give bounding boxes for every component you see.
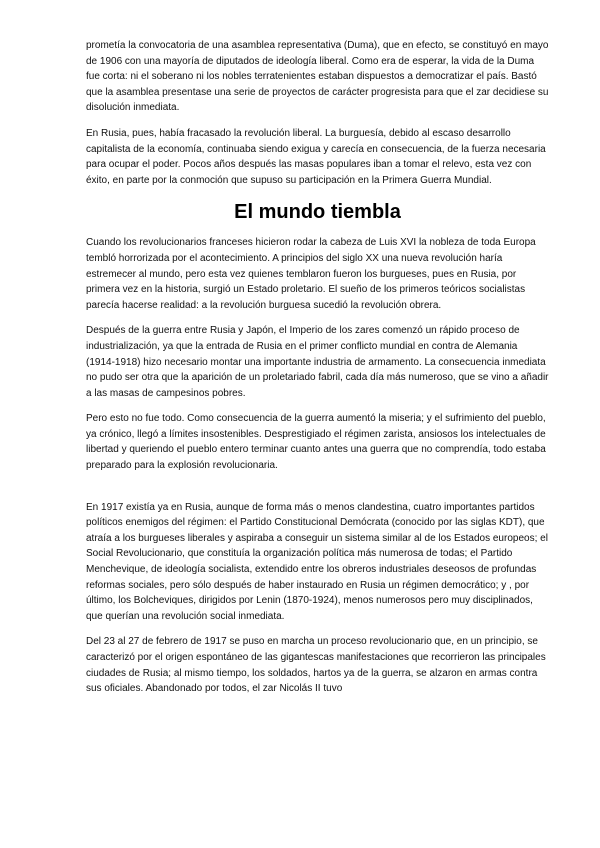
- paragraph-duma: prometía la convocatoria de una asamblea representativa (Duma), que en efecto, se constituyó en mayo de 1906 con una mayoría de diputados de ideología liberal. Como era de esperar, la vida de la Duma fue corta: ni el soberano ni los nobles terratenientes estaban dispuestos a democratizar el país. Bastó que la asamblea presentase una serie de proyectos de carácter progresista para que el zar decidiese su disolución inmediata.: [86, 40, 549, 114]
- document-page: [86, 38, 549, 697]
- paragraph-political-parties: En 1917 existía ya en Rusia, aunque de forma más o menos clandestina, cuatro importantes partidos políticos enemigos del régimen: el Partido Constitucional Demócrata (conocido por las siglas KDT), que atraía a los burgueses liberales y aspiraba a conseguir un sistema similar al de los Estados europeos; el Social Revolucionario, que constituía la organización política más numerosa de todas; el Partido Menchevique, de ideología socialista, extendido entre los obreros industriales deseosos de profundas reformas sociales, pero sólo después de haber instaurado en Rusia un régimen democrático; y , por último, los Bolcheviques, dirigidos por Lenin (1870-1924), menos numerosos pero muy disciplinados, que querían una revolución social inmediata.: [86, 501, 548, 622]
- paragraph-february-revolution: Del 23 al 27 de febrero de 1917 se puso en marcha un proceso revolucionario que, en un principio, se caracterizó por el origen espontáneo de las gigantescas manifestaciones que recorrieron las principales ciudades de Rusia; al mismo tiempo, los soldados, hartos ya de la guerra, se alzaron en armas contra sus oficiales. Abandonado por todos, el zar Nicolás II tuvo: [86, 636, 546, 695]
- paragraph-failed-liberal-revolution: En Rusia, pues, había fracasado la revolución liberal. La burguesía, debido al escaso desarrollo capitalista de la economía, continuaba siendo exigua y carecía en consecuencia, de la fuerza necesaria para ocupar el poder. Pocos años después las masas populares iban a tomar el relevo, esta vez con éxito, en parte por la conmoción que supuso su participación en la Primera Guerra Mundial.: [86, 127, 546, 186]
- section-title: El mundo tiembla: [234, 201, 401, 224]
- paragraph-industrialization: Después de la guerra entre Rusia y Japón, el Imperio de los zares comenzó un rápido proceso de industrialización, ya que la entrada de Rusia en el primer conflicto mundial en contra de Alemania (1914-1918) hizo necesario montar una importante industria de armamento. La consecuencia inmediata no pudo ser otra que la aparición de un proletariado fabril, cada día más numeroso, que se vino a añadir a las masas de campesinos pobres.: [86, 325, 549, 399]
- paragraph-misery: Pero esto no fue todo. Como consecuencia de la guerra aumentó la miseria; y el sufrimiento del pueblo, ya crónico, llegó a límites insostenibles. Desprestigiado el régimen zarista, ansiosos los intelectuales de libertad y queriendo el pueblo entero terminar cuanto antes una guerra que no comprendía, todo estaba preparado para la explosión revolucionaria.: [86, 413, 546, 472]
- paragraph-intro: Cuando los revolucionarios franceses hicieron rodar la cabeza de Luis XVI la nobleza de toda Europa tembló horrorizada por el acontecimiento. A principios del siglo XX una nueva revolución haría estremecer al mundo, pero esta vez quienes temblaron fueron los burgueses, pues en Rusia, por primera vez en la historia, surgió un Estado proletario. El sueño de los primeros teóricos socialistas parecía hacerse realidad: a la revolución burguesa sucedió la revolución obrera.: [86, 237, 536, 311]
